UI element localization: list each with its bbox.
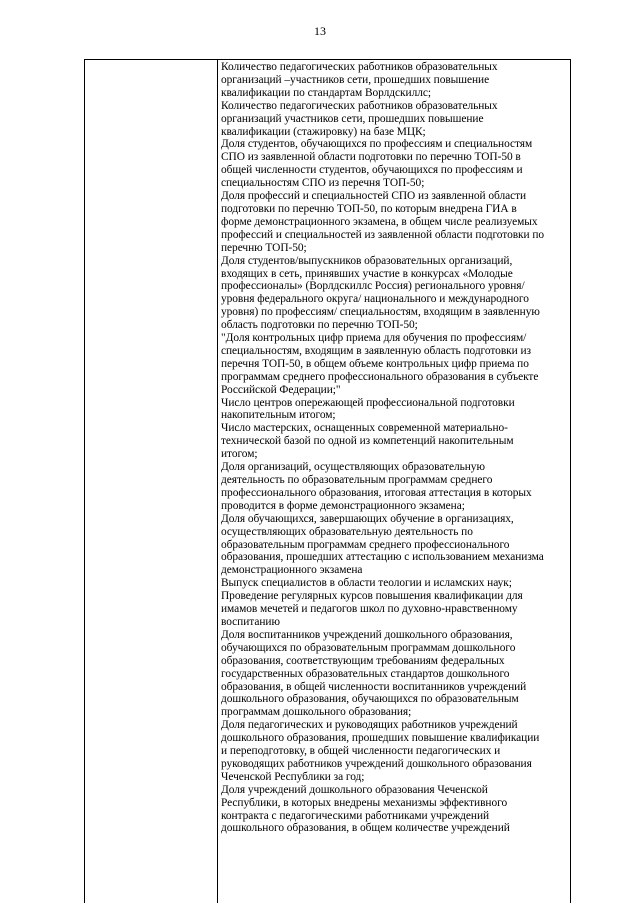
page-number: 13 — [314, 24, 326, 38]
indicator-item: Число центров опережающей профессиональной подготовки накопительным итогом; — [221, 396, 515, 422]
table-right-cell — [218, 60, 570, 903]
indicator-item: Число мастерских, оснащенных современной материально- технической базой по одной из компетенций накопительным итогом; — [221, 422, 514, 461]
indicator-item: "Доля контрольных цифр приема для обучения по профессиям/ специальностям, входящим в заявленную область подготовки из перечня ТОП-50, в общем объеме контрольных цифр приема по программам среднего профессионального образования в субъекте Российской Федерации;" — [221, 332, 539, 396]
indicator-item: Доля педагогических и руководящих работников учреждений дошкольного образования, прошедших повышение квалификации и переподготовку, в общей численности педагогических и руководящих работников учреждений дошкольного образования Чеченской Республики за год; — [221, 719, 540, 783]
indicator-item: Доля воспитанников учреждений дошкольного образования, обучающихся по образовательным программам дошкольного образования, соответствующим требованиям федеральных государственных образовательных стандартов дошкольного образования, в общей численности воспитанников учреждений дошкольного образования, обучающихся по образовательным программам дошкольного образования; — [221, 628, 527, 719]
indicator-item: Выпуск специалистов в области теологии и исламских наук; — [221, 577, 512, 590]
indicators-table — [84, 59, 571, 903]
indicator-item: Доля студентов/выпускников образовательных организаций, входящих в сеть, принявших участие в конкурсах «Молодые профессионалы» (Ворлдскиллс Россия) регионального уровня/ уровня федерального округа/ национального и международного уровня) по профессиям/ специальностям, входящим в заявленную область подготовки по перечню ТОП-50; — [221, 254, 540, 332]
indicator-item: Количество педагогических работников образовательных организаций –участников сети, прошедших повышение квалификации по стандартам Ворлдскиллс; — [221, 61, 498, 99]
indicator-item: Доля организаций, осуществляющих образовательную деятельность по образовательным программам среднего профессионального образования, итоговая аттестация в которых проводится в форме демонстрационного экзамена; — [221, 461, 532, 512]
indicator-item: Доля обучающихся, завершающих обучение в организациях, осуществляющих образовательную деятельность по образовательным программам среднего профессионального образования, прошедших аттестацию с использованием механизма демонстрационного экзамена — [221, 512, 544, 577]
indicator-item: Доля профессий и специальностей СПО из заявленной области подготовки по перечню ТОП-50, по которым внедрена ГИА в форме демонстрационного экзамена, в общем числе реализуемых профессий и специальностей из заявленной области подготовки по перечню ТОП-50; — [221, 190, 545, 254]
indicator-item: Доля учреждений дошкольного образования Чеченской Республики, в которых внедрены механизмы эффективного контракта с педагогическими работниками учреждений дошкольного образования, в общем количестве учреждений — [221, 783, 510, 835]
table-left-cell — [85, 60, 218, 903]
indicator-item: Доля студентов, обучающихся по профессиям и специальностям СПО из заявленной области подготовки по перечню ТОП-50 в общей численности студентов, обучающихся по профессиям и специальностям СПО из перечня ТОП-50; — [221, 138, 533, 190]
indicator-item: Количество педагогических работников образовательных организаций участников сети, прошедших повышение квалификации (стажировку) на базе МЦК; — [221, 99, 498, 138]
indicator-item: Проведение регулярных курсов повышения квалификации для имамов мечетей и педагогов школ по духовно-нравственному воспитанию — [221, 590, 523, 628]
